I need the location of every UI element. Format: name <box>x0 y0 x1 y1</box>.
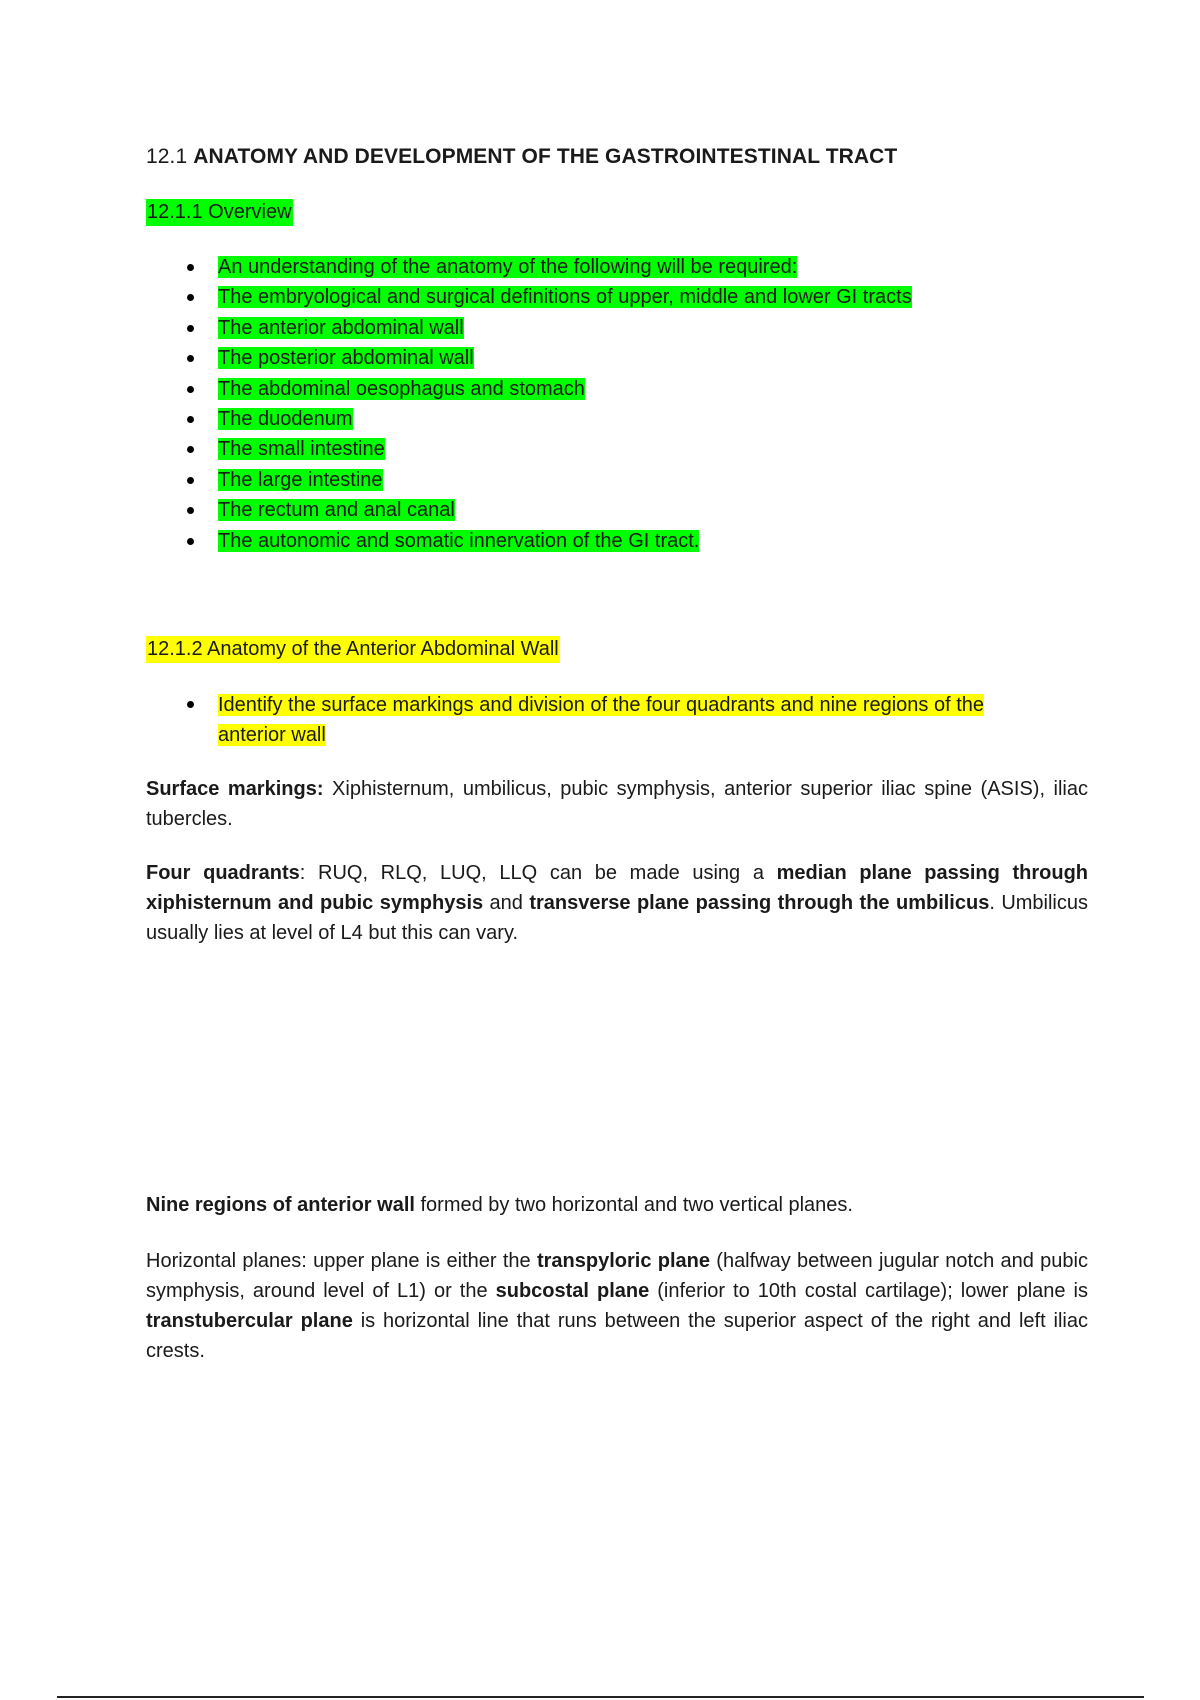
list-item: An understanding of the anatomy of the following will be required: <box>218 256 798 278</box>
horizontal-planes-paragraph: Horizontal planes: upper plane is either the transpyloric plane (halfway between jugular notch and pubic symphysis, around level of L1) or the subcostal plane (inferior to 10th costal cartilage); lower plane is transtubercular plane is horizontal line that runs between the superior aspect of the right and left iliac crests. <box>146 1250 1088 1362</box>
list-item: The autonomic and somatic innervation of the GI tract. <box>218 529 700 552</box>
list-item: The duodenum <box>218 408 353 431</box>
chapter-title: ANATOMY AND DEVELOPMENT OF THE GASTROINTESTINAL TRACT <box>193 145 898 168</box>
list-item: The abdominal oesophagus and stomach <box>218 377 585 400</box>
list-item: The large intestine <box>218 468 383 491</box>
list-item: The rectum and anal canal <box>218 499 455 522</box>
four-quadrants-label: Four quadrants <box>146 862 300 884</box>
surface-markings-paragraph: Surface markings: Xiphisternum, umbilicus, pubic symphysis, anterior superior iliac spine (ASIS), iliac tubercles. <box>146 778 1089 830</box>
list-item: The anterior abdominal wall <box>218 316 464 339</box>
surface-markings-label: Surface markings: <box>146 778 324 800</box>
page-bottom-rule <box>57 1696 1144 1698</box>
nine-regions-paragraph: Nine regions of anterior wall formed by two horizontal and two vertical planes. <box>146 1194 853 1216</box>
nine-regions-label: Nine regions of anterior wall <box>146 1194 415 1216</box>
overview-heading: 12.1.1 Overview <box>146 199 293 226</box>
objective-item <box>182 690 1088 750</box>
overview-list <box>182 252 912 556</box>
chapter-number: 12.1 <box>146 145 188 168</box>
list-item: The embryological and surgical definitions of upper, middle and lower GI tracts <box>218 286 912 309</box>
anterior-wall-heading: 12.1.2 Anatomy of the Anterior Abdominal Wall <box>146 636 560 663</box>
chapter-heading <box>146 145 897 169</box>
list-item: The posterior abdominal wall <box>218 347 474 370</box>
four-quadrants-paragraph: Four quadrants: RUQ, RLQ, LUQ, LLQ can be made using a median plane passing through xiphisternum and pubic symphysis and transverse plane passing through the umbilicus. Umbilicus usually lies at level of L4 but this can vary. <box>146 862 1089 944</box>
list-item: The small intestine <box>218 438 385 461</box>
objective-line-2: anterior wall <box>218 724 326 746</box>
objective-line-1: Identify the surface markings and division of the four quadrants and nine regions of the <box>218 694 985 716</box>
